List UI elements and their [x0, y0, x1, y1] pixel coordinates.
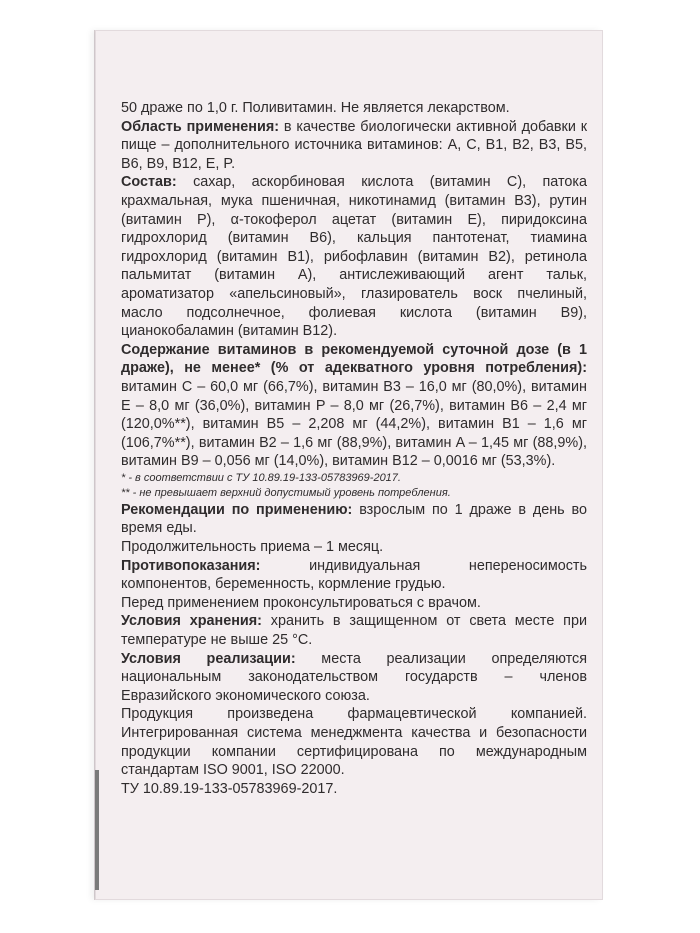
area-section: [121, 118, 587, 174]
sale-heading: Условия реализации:: [121, 650, 296, 667]
producer-paragraph: Продукция произведена фармацевтической компанией. Интегрированная система менеджмента качества и безопасности продукции компании сертифицирована по международным стандартам ISO 9001, ISO 22000.: [121, 706, 587, 779]
sale-text: места реализации определяются национальным законодательством государств – членов Евразийского экономического союза.: [121, 650, 587, 704]
intro-line: 50 драже по 1,0 г. Поливитамин. Не является лекарством.: [121, 100, 510, 116]
contraindications-heading: Противопоказания:: [121, 557, 261, 574]
sale-section: [121, 650, 587, 706]
recommendations-section: [121, 501, 587, 538]
composition-heading: Состав:: [121, 174, 177, 191]
label-text-block: [121, 99, 587, 798]
duration-line: Продолжительность приема – 1 месяц.: [121, 539, 384, 556]
content-heading: Содержание витаминов в рекомендуемой суточной дозе (в 1 драже), не менее* (% от адекватного уровня потребления):: [121, 341, 587, 377]
storage-heading: Условия хранения:: [121, 613, 262, 630]
contraindications-text: индивидуальная непереносимость компонентов, беременность, кормление грудью.: [121, 557, 588, 593]
content-section: [121, 341, 587, 471]
area-text: в качестве биологически активной добавки к пище – дополнительного источника витаминов: A, C, B1, B2, B3, B5, B6, B9, B12, E, P.: [121, 118, 588, 172]
recommendations-text: взрослым по 1 драже в день во время еды.: [121, 501, 588, 537]
content-text: витамин C – 60,0 мг (66,7%), витамин B3 – 16,0 мг (80,0%), витамин E – 8,0 мг (36,0%), витамин P – 8,0 мг (26,7%), витамин B6 – 2,4 мг (120,0%**), витамин B5 – 2,208 мг (44,2%), витамин B1 – 1,6 мг (106,7%**), витамин B2 – 1,6 мг (88,9%), витамин A – 1,45 мг (88,9%), витамин B9 – 0,056 мг (14,0%), витамин B12 – 0,0016 мг (53,3%).: [121, 378, 587, 470]
footnote-2: ** - не превышает верхний допустимый уровень потребления.: [121, 486, 451, 499]
recommendations-heading: Рекомендации по применению:: [121, 501, 353, 518]
storage-text: хранить в защищенном от света месте при температуре не выше 25 °C.: [121, 613, 587, 649]
tu-line: ТУ 10.89.19-133-05783969-2017.: [121, 780, 338, 797]
footnote-1: * - в соответствии с ТУ 10.89.19-133-05783969-2017.: [121, 471, 401, 484]
box-shadow-strip: [95, 770, 99, 890]
storage-section: [121, 612, 587, 649]
contraindications-section: [121, 557, 587, 594]
composition-section: [121, 173, 587, 340]
area-heading: Область применения:: [121, 118, 280, 135]
consult-line: Перед применением проконсультироваться с врачом.: [121, 594, 481, 611]
composition-text: сахар, аскорбиновая кислота (витамин C), патока крахмальная, мука пшеничная, никотинамид (витамин B3), рутин (витамин P), α-токоферол ацетат (витамин E), пиридоксина гидрохлорид (витамин B6), кальция пантотенат, тиамина гидрохлорид (витамин B1), рибофлавин (витамин B2), ретинола пальмитат (витамин A), антислеживающий агент тальк, ароматизатор «апельсиновый», глазирователь воск пчелиный, масло подсолнечное, фолиевая кислота (витамин B9), цианокобаламин (витамин B12).: [121, 174, 588, 340]
